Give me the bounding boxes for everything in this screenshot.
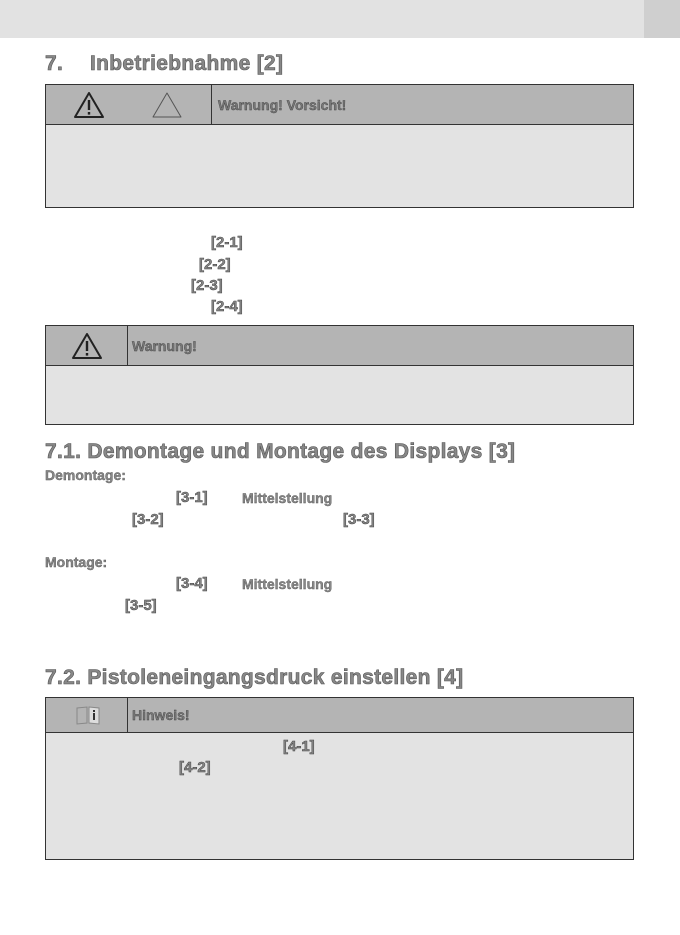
mittelstellung-text: Mittelstellung	[242, 490, 333, 506]
section-7-heading	[45, 52, 283, 76]
demontage-label: Demontage:	[45, 467, 126, 483]
warning-box-header	[46, 326, 633, 366]
warning-triangle-icon	[70, 332, 104, 360]
page-header-band	[0, 0, 680, 38]
mittelstellung-text: Mittelstellung	[242, 576, 333, 592]
icon-cell	[46, 326, 128, 365]
section-7-2-heading	[45, 666, 463, 690]
notice-box	[45, 697, 634, 860]
warning-box-title: Warnung! Vorsicht!	[218, 96, 347, 113]
warning-box	[45, 325, 634, 425]
notice-box-title: Hinweis!	[132, 707, 190, 723]
section-title: Pistoleneingangsdruck einstellen [4]	[87, 666, 464, 689]
ref-3-5: [3-5]	[125, 597, 157, 614]
warning-box-title: Warnung!	[132, 337, 197, 354]
ref-3-2: [3-2]	[132, 511, 164, 528]
ref-2-1: [2-1]	[211, 234, 243, 251]
warning-box	[45, 84, 634, 208]
warning-box-header	[46, 85, 633, 125]
section-number: 7.2.	[45, 666, 82, 689]
caution-triangle-icon	[150, 91, 184, 119]
ref-4-1: [4-1]	[283, 738, 315, 755]
ref-3-1: [3-1]	[176, 489, 208, 506]
section-number: 7.1.	[45, 440, 82, 463]
notice-box-header	[46, 698, 633, 733]
icon-cell	[46, 698, 128, 732]
info-book-icon	[74, 703, 102, 727]
ref-3-3: [3-3]	[343, 511, 375, 528]
section-number: 7.	[45, 52, 64, 75]
montage-label: Montage:	[45, 554, 108, 570]
section-7-1-heading	[45, 440, 515, 464]
section-title: Inbetriebnahme [2]	[90, 52, 284, 75]
warning-triangle-icon	[72, 91, 106, 119]
icon-cell	[46, 85, 212, 124]
section-title: Demontage und Montage des Displays [3]	[87, 440, 516, 463]
ref-2-2: [2-2]	[199, 256, 231, 273]
ref-2-4: [2-4]	[211, 298, 243, 315]
ref-2-3: [2-3]	[191, 277, 223, 294]
ref-3-4: [3-4]	[176, 575, 208, 592]
ref-4-2: [4-2]	[179, 759, 211, 776]
chapter-tab	[644, 0, 680, 38]
